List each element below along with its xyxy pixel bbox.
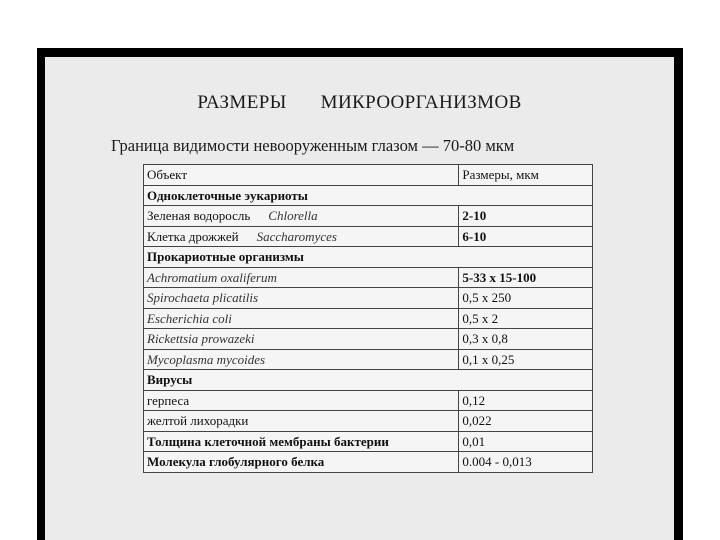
size-cell: 0,12 <box>459 390 593 411</box>
latin-name: Saccharomyces <box>256 228 337 244</box>
visibility-limit-text: Граница видимости невооруженным глазом — 70-80 мкм <box>111 136 515 155</box>
section-eukaryotes: Одноклеточные эукариоты <box>144 185 593 206</box>
slide-panel <box>45 57 674 540</box>
header-object: Объект <box>144 165 459 186</box>
object-cell: Spirochaeta plicatilis <box>144 288 459 309</box>
object-cell: желтой лихорадки <box>144 411 459 432</box>
header-size: Размеры, мкм <box>459 165 593 186</box>
table-row <box>144 431 593 452</box>
table-row <box>144 267 593 288</box>
title-word-1: РАЗМЕРЫ <box>197 92 287 113</box>
object-name: Зеленая водоросль <box>147 208 251 224</box>
section-prokaryotes: Прокариотные организмы <box>144 247 593 268</box>
size-cell: 0,3 x 0,8 <box>459 329 593 350</box>
section-row <box>144 247 593 268</box>
section-row <box>144 370 593 391</box>
object-cell: Rickettsia prowazeki <box>144 329 459 350</box>
sizes-table <box>143 164 593 473</box>
object-cell <box>144 206 459 227</box>
size-cell: 0,5 x 250 <box>459 288 593 309</box>
size-cell: 2-10 <box>459 206 593 227</box>
size-cell: 6-10 <box>459 226 593 247</box>
table-row <box>144 329 593 350</box>
object-cell: Толщина клеточной мембраны бактерии <box>144 431 459 452</box>
table-row <box>144 308 593 329</box>
table-row <box>144 226 593 247</box>
latin-name: Chlorella <box>268 208 318 224</box>
object-cell <box>144 226 459 247</box>
slide-title <box>45 92 674 114</box>
object-cell: Mycoplasma mycoides <box>144 349 459 370</box>
object-cell: герпеса <box>144 390 459 411</box>
section-viruses: Вирусы <box>144 370 593 391</box>
size-cell: 5-33 x 15-100 <box>459 267 593 288</box>
table-row <box>144 349 593 370</box>
size-cell: 0,022 <box>459 411 593 432</box>
table-row <box>144 411 593 432</box>
size-cell: 0.004 - 0,013 <box>459 452 593 473</box>
table-header-row <box>144 165 593 186</box>
size-cell: 0,5 x 2 <box>459 308 593 329</box>
object-cell: Escherichia coli <box>144 308 459 329</box>
size-cell: 0,01 <box>459 431 593 452</box>
section-row <box>144 185 593 206</box>
size-cell: 0,1 x 0,25 <box>459 349 593 370</box>
table-row <box>144 288 593 309</box>
title-word-2: МИКРООРГАНИЗМОВ <box>320 92 522 113</box>
table-row <box>144 390 593 411</box>
object-cell: Молекула глобулярного белка <box>144 452 459 473</box>
table-row <box>144 206 593 227</box>
object-cell: Achromatium oxaliferum <box>144 267 459 288</box>
table-row <box>144 452 593 473</box>
object-name: Клетка дрожжей <box>147 228 239 244</box>
